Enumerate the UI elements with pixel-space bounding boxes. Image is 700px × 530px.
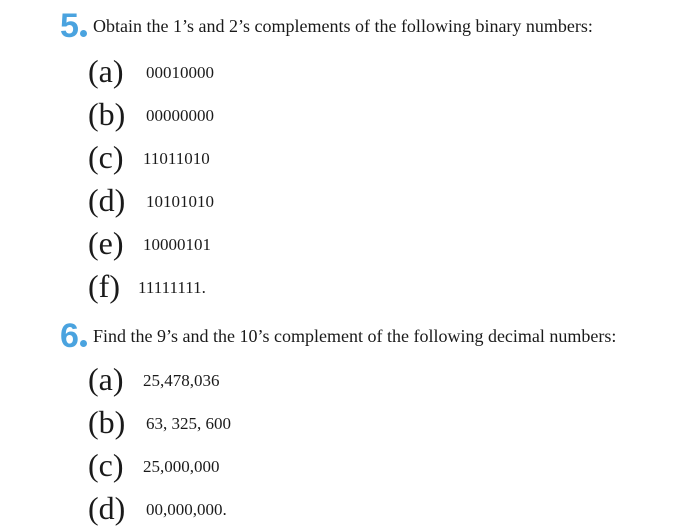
- item-value: 11111111.: [138, 278, 206, 297]
- list-item: [88, 93, 688, 136]
- item-value: 00010000: [146, 63, 214, 82]
- list-item: [88, 401, 688, 444]
- list-item: [88, 444, 688, 487]
- list-item: [88, 50, 688, 93]
- question-6-header: [0, 316, 700, 356]
- item-value: 10101010: [146, 192, 214, 211]
- item-label: (b): [88, 404, 126, 440]
- item-value: 00000000: [146, 106, 214, 125]
- item-label: (b): [88, 96, 126, 132]
- item-label: (e): [88, 225, 124, 261]
- question-number: 6: [60, 317, 79, 355]
- question-6-items: [88, 358, 688, 530]
- number-bullet-dot: [80, 30, 87, 37]
- list-item: [88, 136, 688, 179]
- item-label: (a): [88, 53, 124, 89]
- question-number: 5: [60, 7, 79, 45]
- list-item: [88, 265, 688, 308]
- list-item: [88, 179, 688, 222]
- question-5-header: [0, 6, 700, 46]
- question-5: [0, 6, 700, 304]
- item-label: (c): [88, 139, 124, 175]
- item-label: (d): [88, 490, 126, 526]
- question-prompt: Obtain the 1’s and 2’s complements of the following binary numbers:: [93, 16, 593, 36]
- question-6: [0, 316, 700, 526]
- item-label: (f): [88, 268, 120, 304]
- question-prompt: Find the 9’s and the 10’s complement of the following decimal numbers:: [93, 326, 617, 346]
- list-item: [88, 222, 688, 265]
- item-label: (c): [88, 447, 124, 483]
- item-label: (d): [88, 182, 126, 218]
- item-value: 11011010: [143, 149, 210, 168]
- item-value: 10000101: [143, 235, 211, 254]
- item-value: 25,478,036: [143, 371, 220, 390]
- number-bullet-dot: [80, 340, 87, 347]
- list-item: [88, 487, 688, 530]
- item-value: 25,000,000: [143, 457, 220, 476]
- item-label: (a): [88, 361, 124, 397]
- item-value: 00,000,000.: [146, 500, 227, 519]
- item-value: 63, 325, 600: [146, 414, 231, 433]
- list-item: [88, 358, 688, 401]
- question-5-items: [88, 50, 688, 308]
